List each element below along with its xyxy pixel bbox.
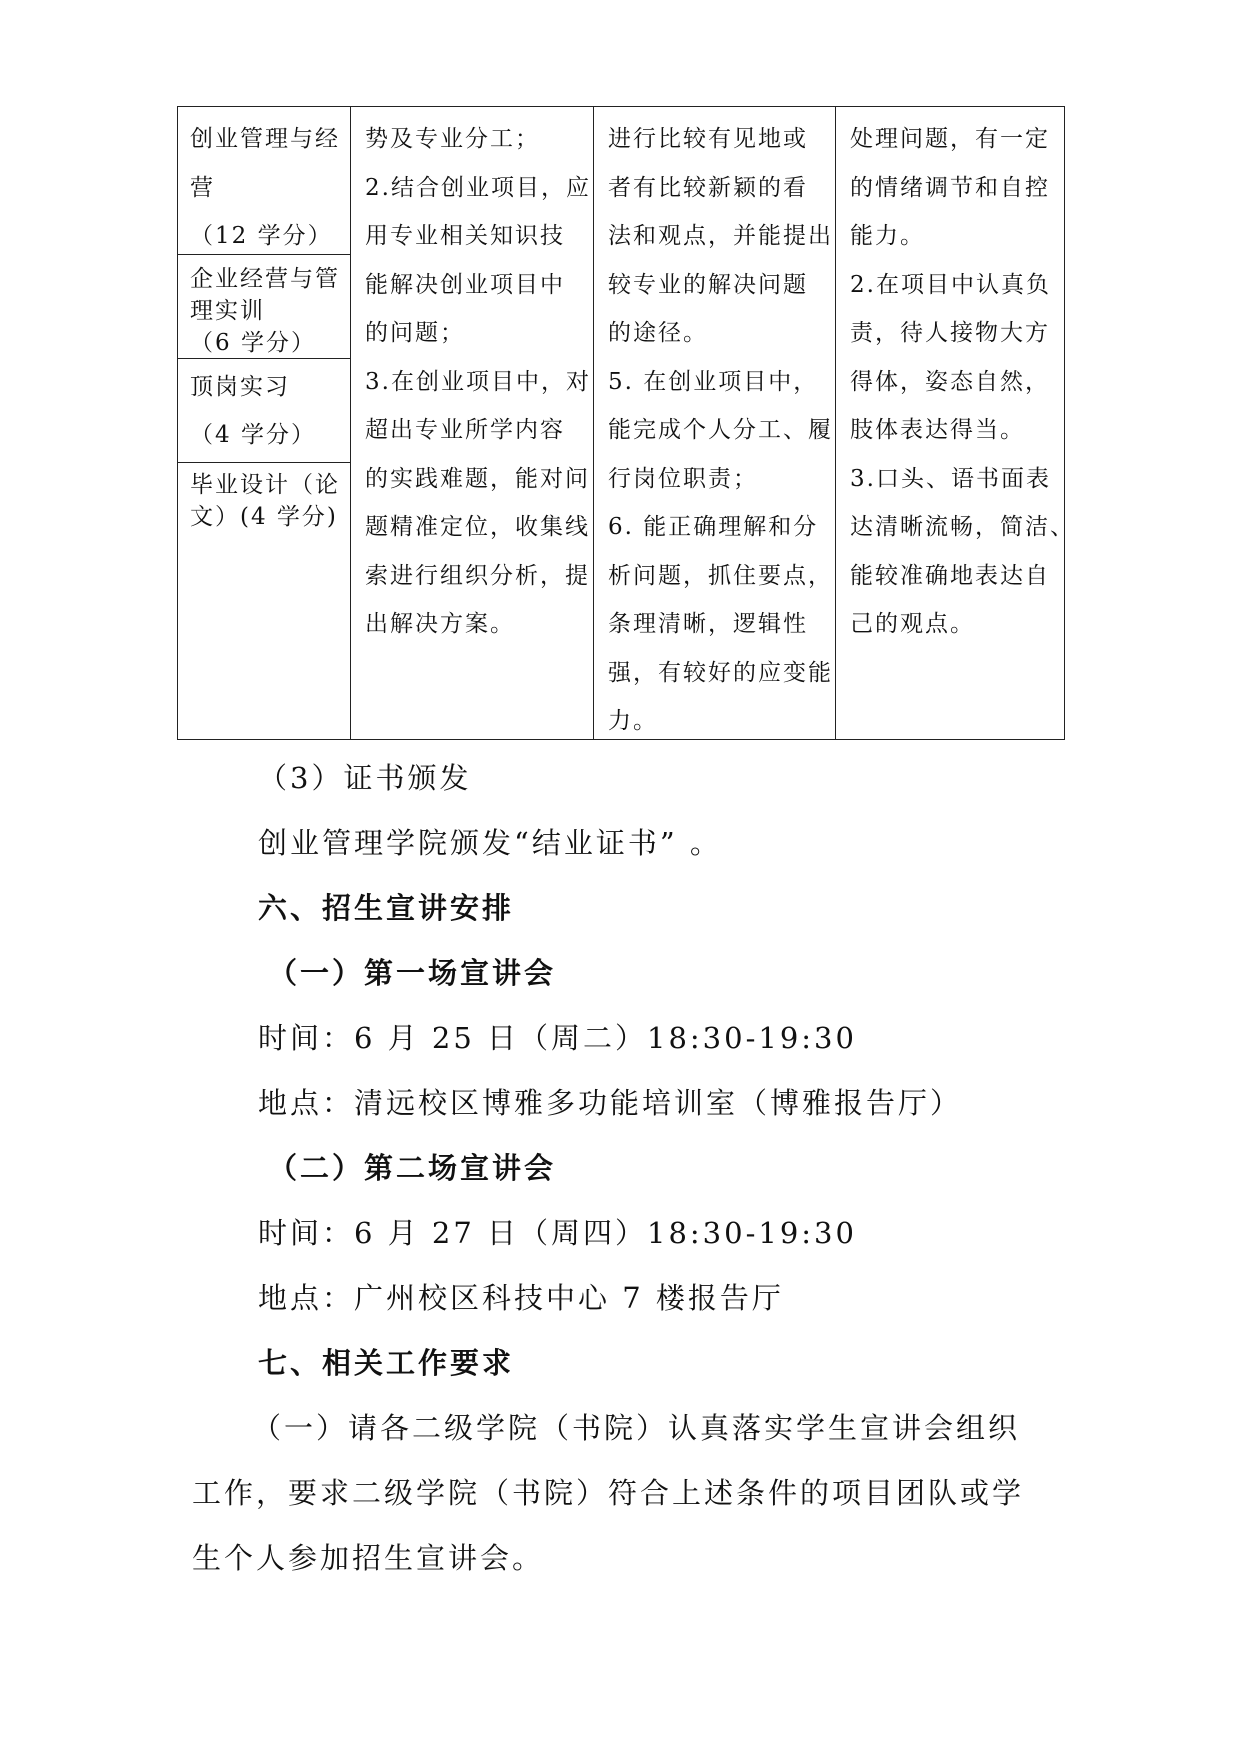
requirement-1-line-1: （一）请各二级学院（书院）认真落实学生宣讲会组织 xyxy=(252,1411,1021,1445)
cell-line: 肢体表达得当。 xyxy=(850,417,1025,443)
cell-line: 的情绪调节和自控 xyxy=(850,174,1050,201)
cell-line: 用专业相关知识技 xyxy=(365,223,565,249)
cell-line: 的途径。 xyxy=(608,320,708,346)
session-1-title: （一）第一场宣讲会 xyxy=(268,956,557,990)
cell-line: 顶岗实习 xyxy=(190,374,290,400)
cell-line: 题精准定位，收集线 xyxy=(365,514,590,540)
cell-line: 势及专业分工； xyxy=(365,126,540,152)
section-6-title: 六、招生宣讲安排 xyxy=(258,891,515,925)
cell-line: 3.口头、语书面表 xyxy=(850,465,1051,492)
cell-line: 的问题； xyxy=(365,320,465,346)
cell-line: 毕业设计（论 xyxy=(190,472,340,498)
cell-line: 5. 在创业项目中， xyxy=(608,368,819,395)
table-column-attitude xyxy=(836,107,1075,739)
cell-line: （6 学分） xyxy=(190,330,316,356)
course-outcomes-table xyxy=(177,106,1075,740)
cell-line: 2.结合创业项目，应 xyxy=(365,174,591,201)
cell-line: 得体，姿态自然， xyxy=(850,368,1050,395)
table-cell-course-3 xyxy=(178,359,351,463)
cell-line: 能完成个人分工、履 xyxy=(608,417,833,443)
cell-line: 责，待人接物大方 xyxy=(850,320,1050,346)
session-2-time: 时间：6 月 27 日（周四）18:30-19:30 xyxy=(258,1216,857,1250)
cell-line: 的实践难题，能对问 xyxy=(365,465,590,492)
session-2-title: （二）第二场宣讲会 xyxy=(268,1151,557,1185)
cell-line: 营 xyxy=(190,174,215,201)
cell-line: 能较准确地表达自 xyxy=(850,562,1050,589)
cell-line: 能力。 xyxy=(850,223,925,249)
cell-line: 2.在项目中认真负 xyxy=(850,271,1051,298)
cell-line: 索进行组织分析，提 xyxy=(365,562,590,589)
cell-line: 条理清晰，逻辑性 xyxy=(608,611,808,637)
cell-line: 3.在创业项目中，对 xyxy=(365,368,591,395)
cell-line: 企业经营与管 xyxy=(190,266,340,292)
cell-line: 力。 xyxy=(608,708,658,734)
cell-line: 法和观点，并能提出 xyxy=(608,223,833,249)
session-1-time: 时间：6 月 25 日（周二）18:30-19:30 xyxy=(258,1021,857,1055)
cell-line: 达清晰流畅，简洁、 xyxy=(850,514,1075,540)
table-column-ability xyxy=(351,107,594,739)
cell-line: 6. 能正确理解和分 xyxy=(608,514,819,540)
cell-line: 强，有较好的应变能 xyxy=(608,659,833,686)
cell-line: （4 学分） xyxy=(190,422,316,448)
cell-line: 理实训 xyxy=(190,298,265,324)
cell-line: 文）(4 学分) xyxy=(190,504,338,530)
cell-line: 能解决创业项目中 xyxy=(365,271,565,298)
session-1-place: 地点：清远校区博雅多功能培训室（博雅报告厅） xyxy=(258,1086,963,1120)
cell-line: （12 学分） xyxy=(190,223,333,249)
cell-line: 出解决方案。 xyxy=(365,611,515,637)
table-column-thinking xyxy=(594,107,836,739)
cell-line: 己的观点。 xyxy=(850,611,975,637)
cell-line: 创业管理与经 xyxy=(190,126,340,152)
cell-line: 超出专业所学内容 xyxy=(365,417,565,443)
table-cell-course-4 xyxy=(178,463,351,741)
cell-line: 较专业的解决问题 xyxy=(608,271,808,298)
cell-line: 析问题，抓住要点， xyxy=(608,562,833,589)
cell-line: 进行比较有见地或 xyxy=(608,126,808,152)
cert-heading: （3）证书颁发 xyxy=(258,761,472,795)
table-cell-course-2 xyxy=(178,255,351,359)
requirement-1-line-2: 工作，要求二级学院（书院）符合上述条件的项目团队或学 xyxy=(192,1476,1025,1510)
section-7-title: 七、相关工作要求 xyxy=(258,1346,515,1380)
cell-line: 者有比较新颖的看 xyxy=(608,174,808,201)
cell-line: 处理问题，有一定 xyxy=(850,126,1050,152)
requirement-1-line-3: 生个人参加招生宣讲会。 xyxy=(192,1541,545,1575)
table-column-course xyxy=(178,107,351,739)
cert-text: 创业管理学院颁发“结业证书” 。 xyxy=(258,826,722,860)
session-2-place: 地点：广州校区科技中心 7 楼报告厅 xyxy=(258,1281,784,1315)
cell-line: 行岗位职责； xyxy=(608,465,758,492)
table-cell-course-1 xyxy=(178,107,351,255)
